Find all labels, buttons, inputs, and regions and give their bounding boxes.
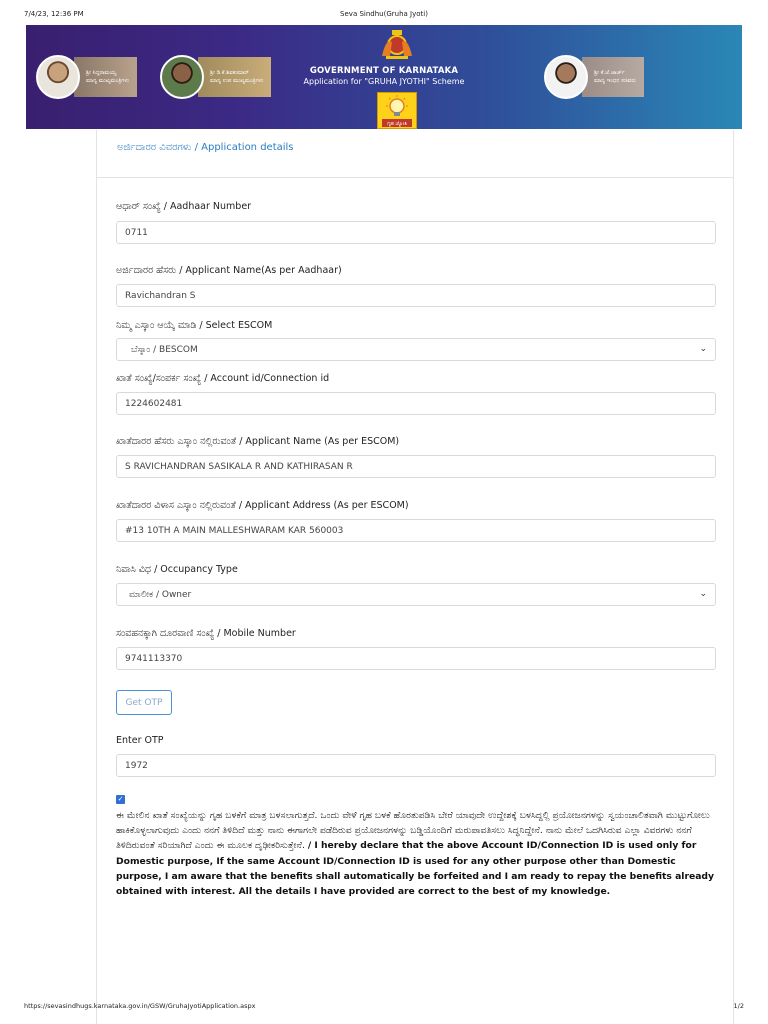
aadhaar-input[interactable] (116, 221, 716, 244)
chevron-down-icon: ⌄ (699, 344, 707, 354)
escom-address-value: #13 10TH A MAIN MALLESHWARAM KAR 560003 (125, 525, 344, 536)
declaration-english: / I hereby declare that the above Account ID/Connection ID is used only for Domestic purpose, If the same Account ID/Connection ID is used for any other purpose other than Domestic purpose, I am aware that the benefits shall automatically be forfeited and I am ready to repay the benefits already obtained with interest. All the details I have provided are correct to the best of my knowledge. (116, 840, 714, 898)
print-datetime: 7/4/23, 12:36 PM (24, 10, 84, 18)
leader-photo-2 (160, 55, 204, 99)
print-footer (24, 1002, 744, 1014)
aadhaar-label: ಆಧಾರ್ ಸಂಖ್ಯೆ / Aadhaar Number (116, 201, 252, 212)
escom-selected-value: ಬೆಸ್ಕಾಂ / BESCOM (131, 344, 198, 355)
account-id-value: 1224602481 (125, 398, 183, 409)
aadhaar-value: 0711 (125, 227, 148, 238)
escom-name-label: ಖಾತೆದಾರರ ಹೆಸರು ಎಸ್ಕಾಂ ನಲ್ಲಿರುವಂತೆ / Applicant Name (As per ESCOM) (116, 436, 400, 447)
occupancy-select[interactable] (116, 583, 716, 606)
leader-photo-3 (544, 55, 588, 99)
applicant-name-label: ಅರ್ಜಿದಾರರ ಹೆಸರು / Applicant Name(As per Aadhaar) (116, 265, 342, 276)
leader-name-3: ಶ್ರೀ ಕೆ.ಜೆ.ಜಾರ್ಜ್ (594, 70, 625, 76)
leader-title-3: ಮಾನ್ಯ ಇಂಧನ ಸಚಿವರು (594, 78, 636, 84)
applicant-name-input[interactable] (116, 284, 716, 307)
leader-name-2: ಶ್ರೀ ಡಿ.ಕೆ.ಶಿವಕುಮಾರ್ (210, 70, 249, 76)
karnataka-emblem-icon (378, 28, 416, 62)
mobile-label: ಸಂವಹನಕ್ಕಾಗಿ ದೂರವಾಣಿ ಸಂಖ್ಯೆ / Mobile Number (116, 628, 296, 639)
otp-value: 1972 (125, 760, 148, 771)
print-page-title: Seva Sindhu(Gruha Jyoti) (340, 10, 428, 18)
declaration-checkbox[interactable]: ✓ (117, 795, 124, 803)
declaration-text (116, 808, 714, 899)
print-header (24, 10, 744, 22)
mobile-value: 9741113370 (125, 653, 183, 664)
logo-text: ಗೃಹ ಜ್ಯೋತಿ (387, 121, 407, 127)
otp-input[interactable] (116, 754, 716, 777)
scheme-title: Application for "GRUHA JYOTHI" Scheme (303, 77, 465, 86)
occupancy-selected-value: ಮಾಲೀಕ / Owner (129, 589, 192, 600)
gruha-jyothi-logo (377, 92, 417, 129)
escom-label: ನಿಮ್ಮ ಎಸ್ಕಾಂ ಆಯ್ಕೆ ಮಾಡಿ / Select ESCOM (116, 320, 273, 331)
declaration-kannada: ಈ ಮೇಲಿನ ಖಾತೆ ಸಂಖ್ಯೆಯನ್ನು ಗೃಹ ಬಳಕೆಗೆ ಮಾತ್ರ ಬಳಸಲಾಗುತ್ತದೆ. ಒಂದು ವೇಳೆ ಗೃಹ ಬಳಕೆ ಹೊರತುಪಡಿಸಿ ಬೇರೆ ಯಾವುದೇ ಉದ್ದೇಶಕ್ಕೆ ಬಳಸಿದ್ದಲ್ಲಿ ಪ್ರಯೋಜನಗಳನ್ನು ಸ್ವಯಂಚಾಲಿತವಾಗಿ ಮುಟ್ಟುಗೋಲು ಹಾಕಿಕೊಳ್ಳಲಾಗುವುದು ಎಂದು ನನಗೆ ತಿಳಿದಿದೆ ಮತ್ತು ನಾನು ಈಗಾಗಲೇ ಪಡೆದಿರುವ ಪ್ರಯೋಜನಗಳನ್ನು ಬಡ್ಡಿಯೊಂದಿಗೆ ಮರುಪಾವತಿಸಲು ಸಿದ್ಧನಿದ್ದೇನೆ. ನಾನು ಮೇಲೆ ಒದಗಿಸಿರುವ ಎಲ್ಲಾ ವಿವರಗಳು ನನಗೆ ತಿಳಿದಿರುವಂತೆ ಸರಿಯಾಗಿದೆ ಎಂದು ಈ ಮೂಲಕ ದೃಢೀಕರಿಸುತ್ತೇನೆ. (116, 810, 710, 852)
otp-label: Enter OTP (116, 735, 164, 746)
escom-select[interactable] (116, 338, 716, 361)
account-id-label: ಖಾತೆ ಸಂಖ್ಯೆ/ಸಂಪರ್ಕ ಸಂಖ್ಯೆ / Account id/Connection id (116, 373, 330, 384)
account-id-input[interactable] (116, 392, 716, 415)
applicant-name-value: Ravichandran S (125, 290, 196, 301)
escom-name-value: S RAVICHANDRAN SASIKALA R AND KATHIRASAN R (125, 461, 353, 472)
leader-title-1: ಮಾನ್ಯ ಮುಖ್ಯಮಂತ್ರಿಗಳು (86, 78, 130, 84)
page-number: 1/2 (733, 1002, 744, 1010)
application-form (96, 130, 734, 1024)
get-otp-button[interactable]: Get OTP (116, 690, 172, 715)
leader-card-3 (544, 56, 644, 98)
government-title: GOVERNMENT OF KARNATAKA (309, 66, 459, 76)
header-banner (26, 25, 742, 129)
leader-photo-1 (36, 55, 80, 99)
escom-address-label: ಖಾತೆದಾರರ ವಿಳಾಸ ಎಸ್ಕಾಂ ನಲ್ಲಿರುವಂತೆ / Applicant Address (As per ESCOM) (116, 500, 409, 511)
leader-title-2: ಮಾನ್ಯ ಉಪ ಮುಖ್ಯಮಂತ್ರಿಗಳು (210, 78, 264, 84)
page-url: https://sevasindhugs.karnataka.gov.in/GSW/GruhaJyotiApplication.aspx (24, 1002, 256, 1010)
escom-name-input[interactable] (116, 455, 716, 478)
section-title: ಅರ್ಜಿದಾರರ ವಿವರಗಳು / Application details (97, 130, 733, 178)
leader-nameplate-3 (582, 57, 644, 97)
occupancy-label: ನಿವಾಸಿ ವಿಧ / Occupancy Type (116, 564, 238, 575)
chevron-down-icon: ⌄ (699, 589, 707, 599)
mobile-input[interactable] (116, 647, 716, 670)
escom-address-input[interactable] (116, 519, 716, 542)
lightbulb-icon (378, 93, 416, 128)
leader-name-1: ಶ್ರೀ ಸಿದ್ದರಾಮಯ್ಯ (86, 70, 117, 76)
